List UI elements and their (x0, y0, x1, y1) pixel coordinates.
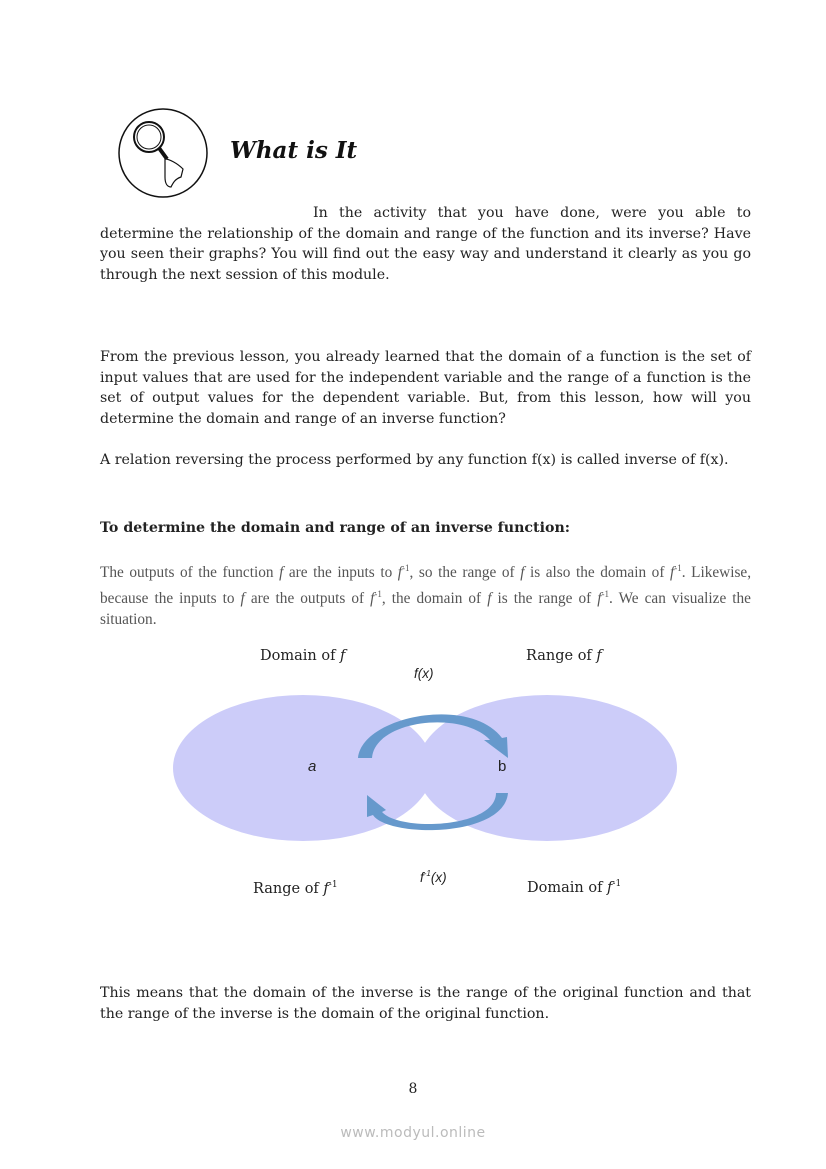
explanation-paragraph: The outputs of the function f are the inputs to $f^{-1}$, so the range of f is also the domain of $f^{-1}$. Likewise, because the inputs to f are the outputs of $f^{-1}$, the domain of f is the range of $f^{-1}$. We can visualize the situation. (100, 563, 752, 628)
intro-paragraph: In the activity that you have done, were you able to determine the relationship of the domain and range of the function and its inverse? Have you seen their graphs? You will find out the easy way and understand it clearly as you go through the next session of this module. (100, 205, 751, 284)
point-b: b (498, 758, 507, 775)
page-number: 8 (408, 1081, 418, 1097)
fx-label: f(x) (414, 666, 434, 681)
domain-range-diagram (170, 690, 690, 850)
domain-range-paragraph: From the previous lesson, you already learned that the domain of a function is the set of input values that are used for the independent variable and the range of a function is the set of output values for the dependent variable. But, from this lesson, how will you determine the domain and range of an inverse function? (100, 349, 751, 428)
magnifier-icon (117, 107, 209, 199)
subheading: To determine the domain and range of an inverse function: (100, 520, 571, 536)
inverse-definition: A relation reversing the process performed by any function f(x) is called inverse of f(x). (100, 452, 729, 468)
domain-of-f-label: Domain of f (260, 648, 346, 664)
point-a: a (308, 758, 317, 775)
finv-x-label: $f^{-1}(x)$ (420, 869, 447, 885)
domain-of-finv-label: Domain of $f^{-1}$ (527, 879, 622, 896)
watermark: www.modyul.online (340, 1125, 486, 1141)
section-title: What is It (230, 137, 358, 164)
range-of-f-label: Range of f (526, 648, 602, 664)
range-of-finv-label: Range of $f^{-1}$ (253, 880, 338, 897)
conclusion-paragraph: This means that the domain of the inverse is the range of the original function and that the range of the inverse is the domain of the original function. (100, 985, 751, 1022)
